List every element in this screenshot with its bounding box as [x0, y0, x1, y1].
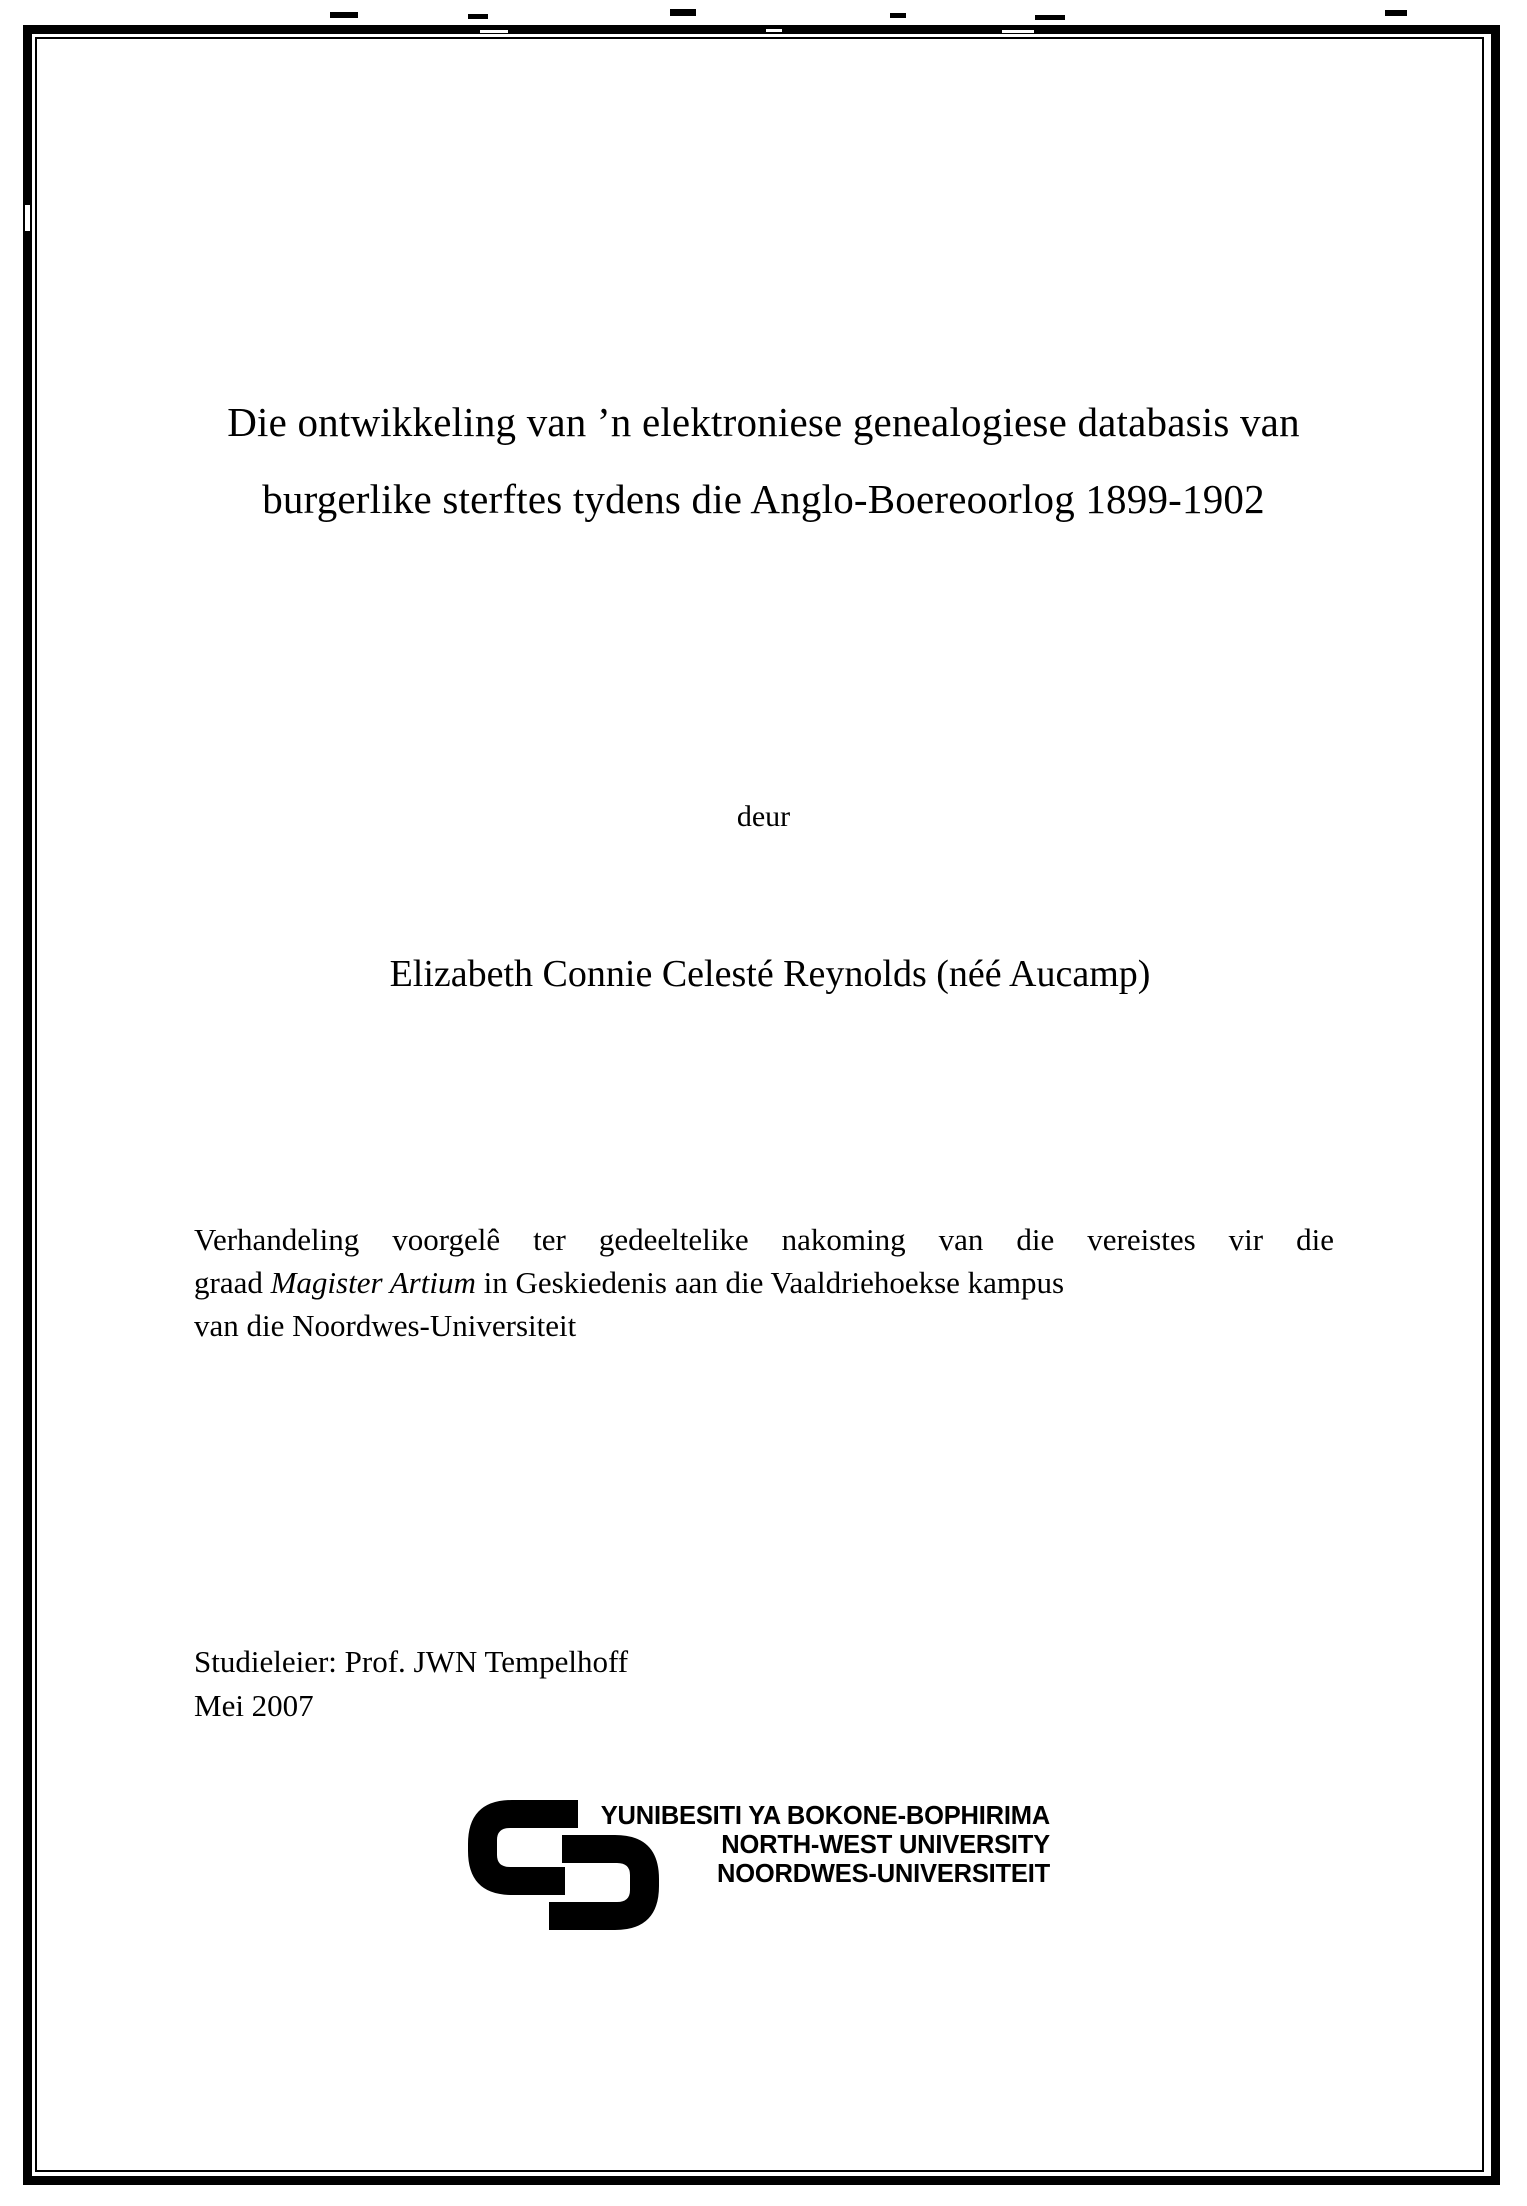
date-line: Mei 2007	[194, 1688, 314, 1723]
scan-artifact	[25, 205, 30, 231]
scan-artifact	[670, 9, 696, 16]
university-logo	[468, 1800, 1068, 1935]
scan-artifact	[890, 13, 906, 18]
degree-statement	[194, 1218, 1334, 1347]
scan-artifact	[766, 29, 782, 32]
scan-artifact	[1035, 15, 1065, 20]
degree-statement-line3: van die Noordwes-Universiteit	[194, 1308, 577, 1343]
university-name-afrikaans: NOORDWES-UNIVERSITEIT	[717, 1860, 1050, 1888]
supervisor-line: Studieleier: Prof. JWN Tempelhoff	[194, 1644, 629, 1679]
thesis-title	[60, 384, 1467, 538]
scan-artifact	[330, 12, 358, 18]
byline: deur	[736, 800, 791, 833]
scan-artifact	[1002, 30, 1034, 33]
university-logo-text	[588, 1802, 1050, 1889]
degree-statement-line2-suffix: in Geskiedenis aan die Vaaldriehoekse kampus	[475, 1265, 1065, 1300]
degree-name-italic: Magister Artium	[270, 1265, 476, 1300]
scan-artifact	[1385, 10, 1407, 16]
thesis-title-line2: burgerlike sterftes tydens die Anglo-Boereoorlog 1899-1902	[262, 476, 1265, 522]
thesis-title-line1: Die ontwikkeling van ’n elektroniese genealogiese databasis van	[227, 399, 1300, 445]
supervisor-block	[194, 1640, 628, 1728]
degree-statement-line1: Verhandeling voorgelê ter gedeeltelike nakoming van die vereistes vir die	[194, 1222, 1334, 1257]
degree-statement-line2-prefix: graad	[194, 1265, 271, 1300]
university-name-english: NORTH-WEST UNIVERSITY	[721, 1831, 1050, 1859]
degree-statement-line2	[194, 1261, 1334, 1304]
author-name: Elizabeth Connie Celesté Reynolds (néé Aucamp)	[389, 953, 1151, 995]
scan-artifact	[480, 30, 508, 33]
university-name-setswana: YUNIBESITI YA BOKONE-BOPHIRIMA	[600, 1802, 1050, 1830]
scan-artifact	[468, 14, 488, 19]
